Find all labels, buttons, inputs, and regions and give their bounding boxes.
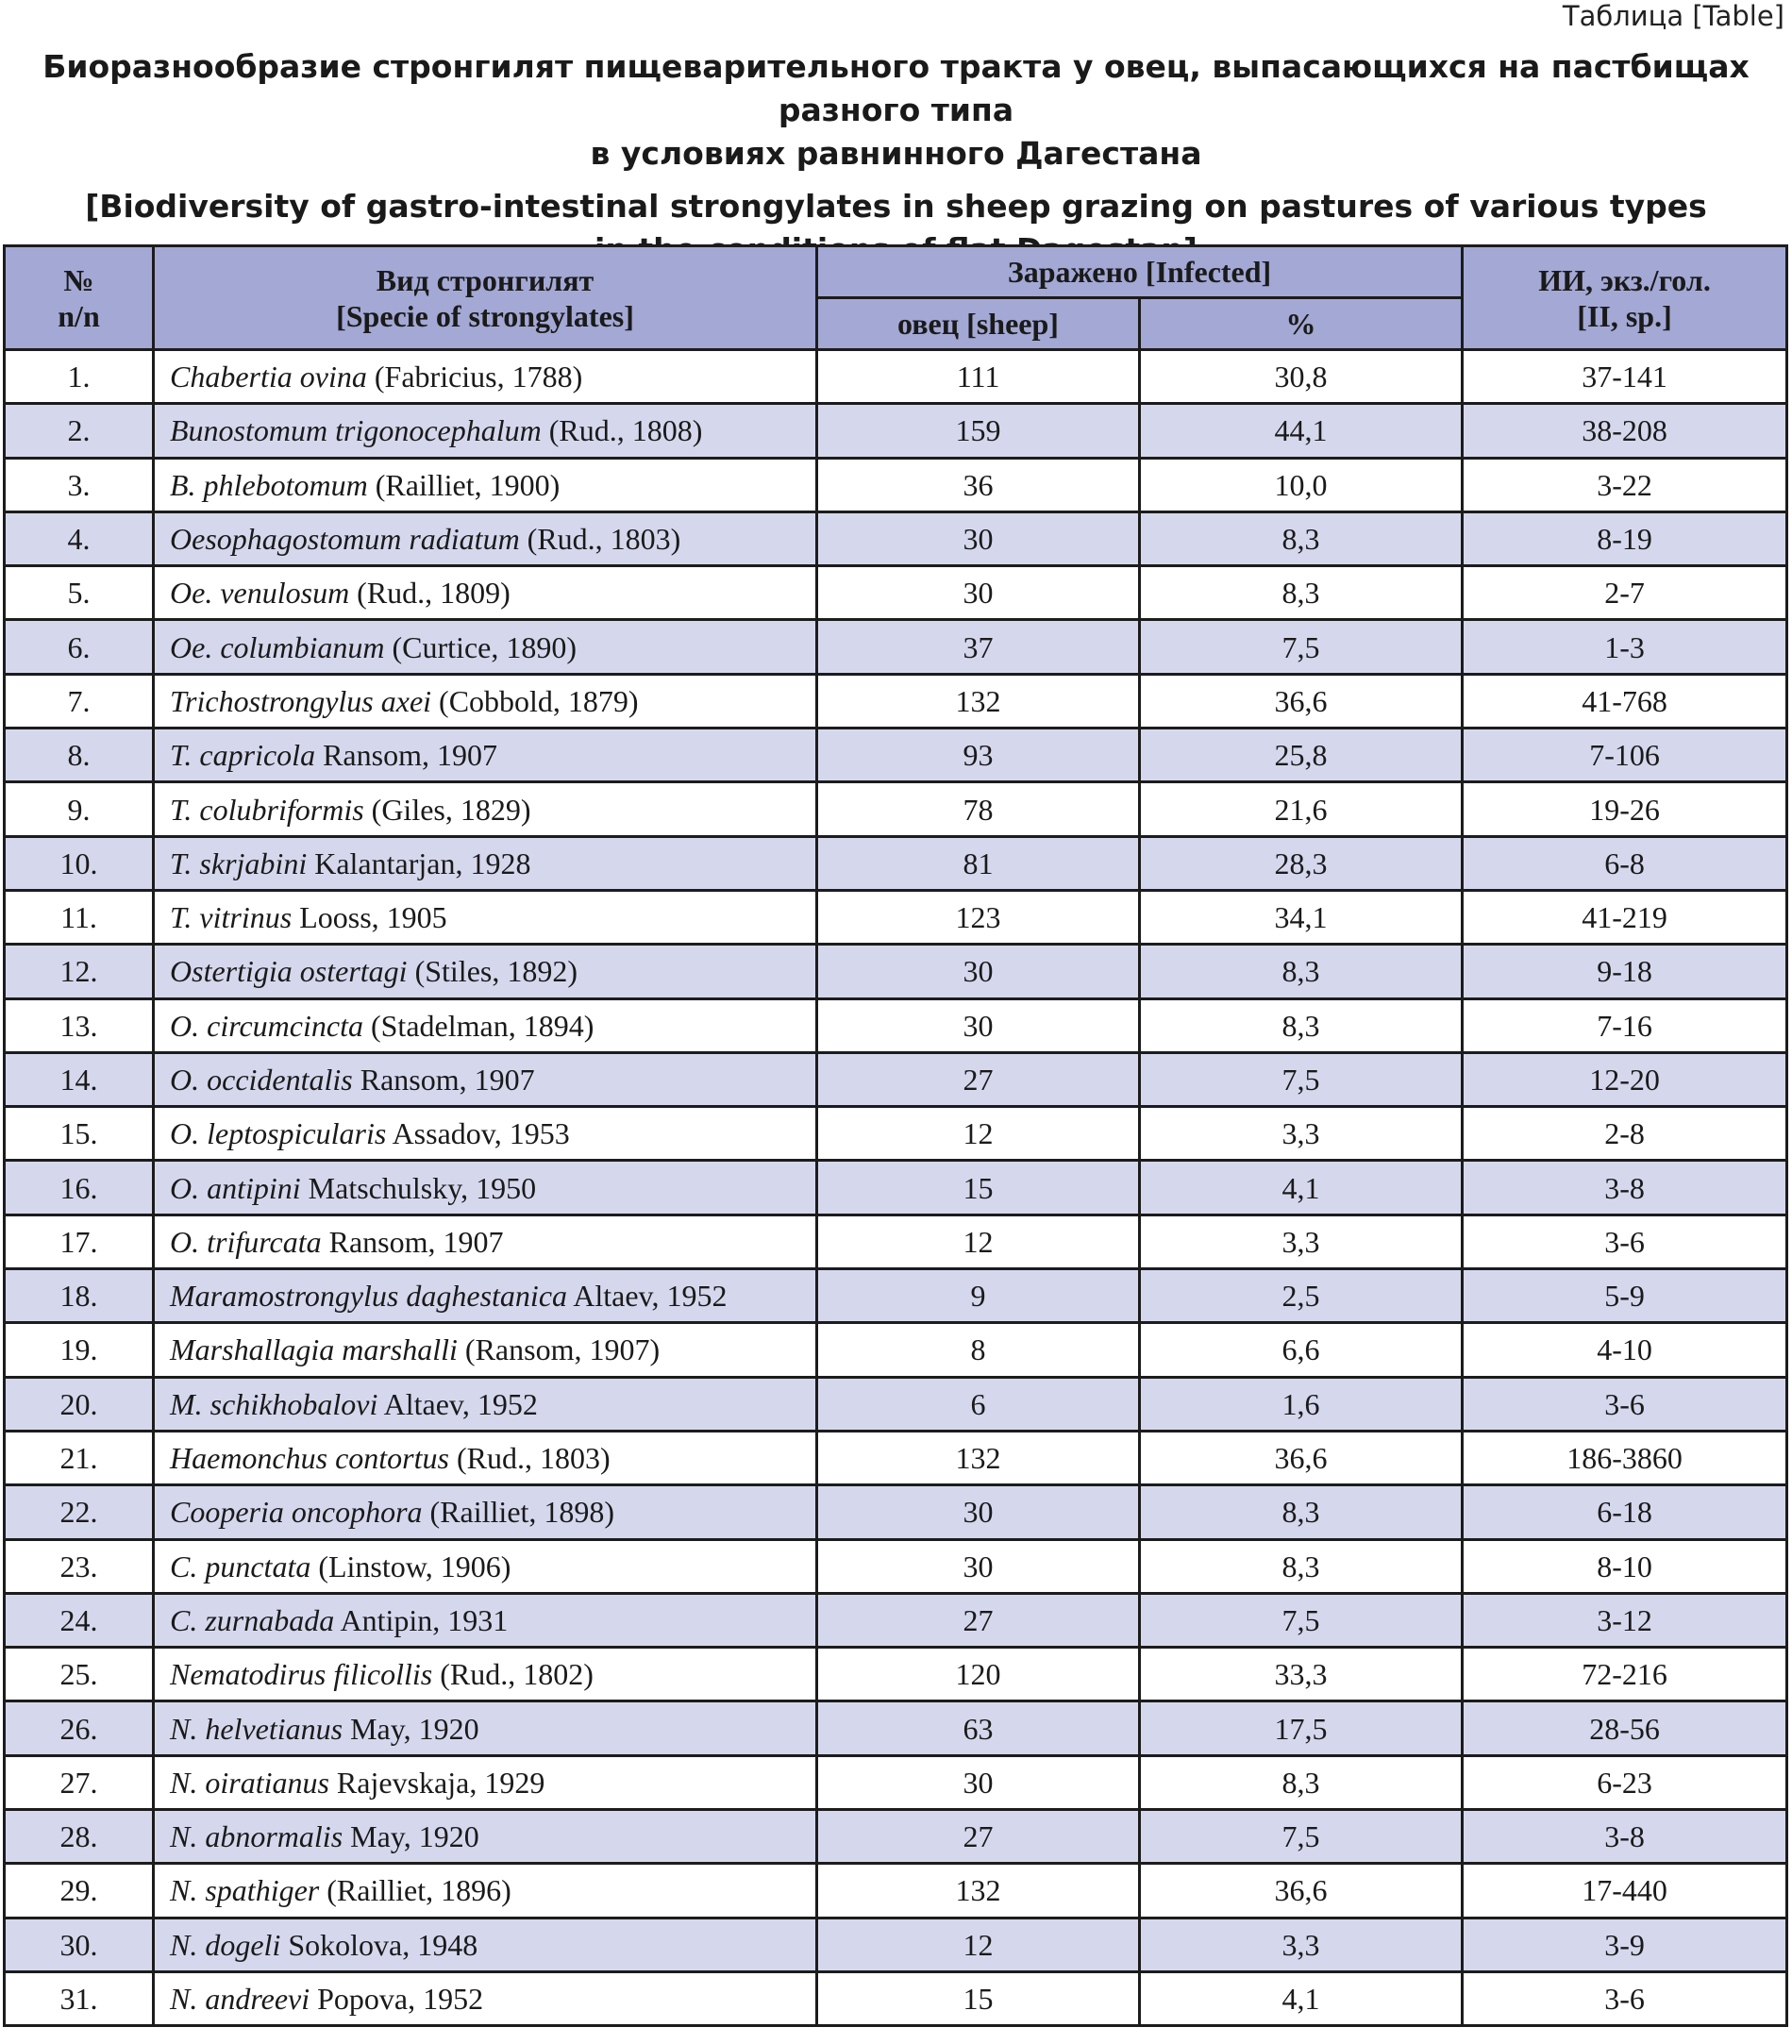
infected-sheep-cell: 111 — [817, 350, 1140, 404]
species-author: (Linstow, 1906) — [310, 1549, 511, 1583]
row-number: 3. — [5, 458, 154, 511]
species-name: N. andreevi — [170, 1982, 310, 2017]
species-cell — [154, 1107, 817, 1161]
species-cell — [154, 782, 817, 836]
ii-cell: 3-6 — [1463, 1971, 1787, 2025]
ii-cell: 3-6 — [1463, 1377, 1787, 1431]
infected-sheep-cell: 159 — [817, 404, 1140, 458]
table-header — [5, 246, 1787, 350]
table-row — [5, 404, 1787, 458]
species-author: (Stadelman, 1894) — [362, 1008, 595, 1043]
species-cell — [154, 566, 817, 620]
row-number: 15. — [5, 1107, 154, 1161]
row-number: 13. — [5, 998, 154, 1052]
species-cell — [154, 511, 817, 565]
title-english-line: [Biodiversity of gastro-intestinal strongylates in sheep grazing on pastures of various types — [85, 188, 1707, 225]
table-row — [5, 1377, 1787, 1431]
row-number: 25. — [5, 1648, 154, 1701]
infected-percent-cell: 7,5 — [1140, 1593, 1463, 1647]
species-author: (Curtice, 1890) — [384, 629, 578, 664]
species-cell — [154, 836, 817, 890]
infected-sheep-cell: 132 — [817, 1864, 1140, 1918]
table-row — [5, 890, 1787, 944]
header-species-line: Вид стронгилят — [376, 262, 595, 297]
ii-cell: 3-22 — [1463, 458, 1787, 511]
row-number: 16. — [5, 1161, 154, 1215]
table-row — [5, 1485, 1787, 1539]
row-number: 2. — [5, 404, 154, 458]
infected-percent-cell: 3,3 — [1140, 1918, 1463, 1971]
table-row — [5, 1701, 1787, 1755]
species-cell — [154, 1648, 817, 1701]
species-name: Oe. columbianum — [170, 629, 385, 664]
infected-percent-cell: 4,1 — [1140, 1971, 1463, 2025]
ii-cell: 19-26 — [1463, 782, 1787, 836]
infected-sheep-cell: 36 — [817, 458, 1140, 511]
infected-percent-cell: 36,6 — [1140, 1864, 1463, 1918]
infected-sheep-cell: 12 — [817, 1107, 1140, 1161]
title-russian — [0, 45, 1792, 176]
table-row — [5, 729, 1787, 782]
table-row — [5, 1971, 1787, 2025]
row-number: 14. — [5, 1052, 154, 1106]
ii-cell: 12-20 — [1463, 1052, 1787, 1106]
table-row — [5, 1755, 1787, 1809]
infected-sheep-cell: 30 — [817, 998, 1140, 1052]
infected-sheep-cell: 30 — [817, 945, 1140, 998]
species-name: T. skrjabini — [170, 846, 308, 880]
infected-sheep-cell: 27 — [817, 1052, 1140, 1106]
species-author: Antipin, 1931 — [334, 1602, 509, 1637]
infected-sheep-cell: 37 — [817, 620, 1140, 674]
species-cell — [154, 1485, 817, 1539]
row-number: 22. — [5, 1485, 154, 1539]
ii-cell: 72-216 — [1463, 1648, 1787, 1701]
species-cell — [154, 350, 817, 404]
species-name: B. phlebotomum — [170, 467, 368, 502]
infected-sheep-cell: 15 — [817, 1161, 1140, 1215]
species-author: (Ransom, 1907) — [457, 1332, 661, 1367]
row-number: 4. — [5, 511, 154, 565]
species-name: N. dogeli — [170, 1927, 281, 1962]
table-row — [5, 998, 1787, 1052]
infected-percent-cell: 28,3 — [1140, 836, 1463, 890]
row-number: 23. — [5, 1539, 154, 1593]
infected-percent-cell: 8,3 — [1140, 1755, 1463, 1809]
species-name: Bunostomum trigonocephalum — [170, 413, 542, 448]
infected-sheep-cell: 132 — [817, 674, 1140, 728]
table-row — [5, 1269, 1787, 1323]
species-author: Rajevskaja, 1929 — [328, 1765, 545, 1800]
species-name: C. punctata — [170, 1549, 311, 1583]
ii-cell: 6-8 — [1463, 836, 1787, 890]
ii-cell: 9-18 — [1463, 945, 1787, 998]
species-name: Oesophagostomum radiatum — [170, 522, 520, 557]
infected-sheep-cell: 12 — [817, 1918, 1140, 1971]
row-number: 11. — [5, 890, 154, 944]
species-cell — [154, 1052, 817, 1106]
species-cell — [154, 1593, 817, 1647]
species-author: (Railliet, 1898) — [422, 1495, 615, 1530]
species-cell — [154, 1431, 817, 1484]
infected-percent-cell: 1,6 — [1140, 1377, 1463, 1431]
infected-sheep-cell: 132 — [817, 1431, 1140, 1484]
species-name: N. spathiger — [170, 1873, 320, 1908]
row-number: 20. — [5, 1377, 154, 1431]
species-cell — [154, 620, 817, 674]
header-sheep: овец [sheep] — [817, 298, 1140, 350]
infected-percent-cell: 8,3 — [1140, 1539, 1463, 1593]
header-infected: Заражено [Infected] — [817, 246, 1463, 298]
species-cell — [154, 1918, 817, 1971]
infected-sheep-cell: 12 — [817, 1215, 1140, 1268]
table-row — [5, 1161, 1787, 1215]
infected-percent-cell: 4,1 — [1140, 1161, 1463, 1215]
header-species — [154, 246, 817, 350]
infected-percent-cell: 8,3 — [1140, 566, 1463, 620]
ii-cell: 3-8 — [1463, 1810, 1787, 1864]
infected-sheep-cell: 30 — [817, 1755, 1140, 1809]
species-author: (Fabricius, 1788) — [366, 360, 583, 394]
infected-percent-cell: 44,1 — [1140, 404, 1463, 458]
species-cell — [154, 1269, 817, 1323]
species-cell — [154, 674, 817, 728]
species-author: Ransom, 1907 — [352, 1063, 535, 1097]
infected-percent-cell: 7,5 — [1140, 620, 1463, 674]
ii-cell: 4-10 — [1463, 1323, 1787, 1377]
table-row — [5, 945, 1787, 998]
ii-cell: 8-10 — [1463, 1539, 1787, 1593]
species-name: O. occidentalis — [170, 1063, 353, 1097]
table-row — [5, 1648, 1787, 1701]
infected-percent-cell: 3,3 — [1140, 1215, 1463, 1268]
species-author: Kalantarjan, 1928 — [307, 846, 531, 880]
infected-percent-cell: 8,3 — [1140, 511, 1463, 565]
infected-percent-cell: 7,5 — [1140, 1052, 1463, 1106]
header-species-line: [Specie of strongylates] — [336, 298, 634, 333]
species-author: (Stiles, 1892) — [407, 954, 578, 989]
species-cell — [154, 1161, 817, 1215]
infected-sheep-cell: 15 — [817, 1971, 1140, 2025]
species-author: Popova, 1952 — [310, 1982, 484, 2017]
title-russian-line: Биоразнообразие стронгилят пищеварительного тракта у овец, выпасающихся на пастбищах разного типа — [42, 48, 1750, 128]
ii-cell: 3-9 — [1463, 1918, 1787, 1971]
species-name: M. schikhobalovi — [170, 1386, 378, 1421]
table-row — [5, 836, 1787, 890]
row-number: 29. — [5, 1864, 154, 1918]
row-number: 10. — [5, 836, 154, 890]
infected-sheep-cell: 30 — [817, 511, 1140, 565]
row-number: 8. — [5, 729, 154, 782]
table-row — [5, 620, 1787, 674]
row-number: 19. — [5, 1323, 154, 1377]
species-author: Sokolova, 1948 — [280, 1927, 478, 1962]
row-number: 1. — [5, 350, 154, 404]
infected-percent-cell: 7,5 — [1140, 1810, 1463, 1864]
species-cell — [154, 890, 817, 944]
species-author: May, 1920 — [343, 1819, 479, 1854]
species-name: O. leptospicularis — [170, 1116, 387, 1151]
ii-cell: 3-6 — [1463, 1215, 1787, 1268]
ii-cell: 2-8 — [1463, 1107, 1787, 1161]
header-ii — [1463, 246, 1787, 350]
species-name: C. zurnabada — [170, 1602, 335, 1637]
infected-percent-cell: 30,8 — [1140, 350, 1463, 404]
species-name: T. colubriformis — [170, 792, 364, 827]
infected-sheep-cell: 6 — [817, 1377, 1140, 1431]
species-author: (Rud., 1803) — [519, 522, 681, 557]
species-cell — [154, 1971, 817, 2025]
table-row — [5, 1431, 1787, 1484]
table-row — [5, 1215, 1787, 1268]
species-cell — [154, 1215, 817, 1268]
species-name: O. circumcincta — [170, 1008, 363, 1043]
table-row — [5, 350, 1787, 404]
infected-percent-cell: 36,6 — [1140, 1431, 1463, 1484]
species-author: (Giles, 1829) — [363, 792, 531, 827]
infected-percent-cell: 34,1 — [1140, 890, 1463, 944]
species-cell — [154, 729, 817, 782]
infected-sheep-cell: 8 — [817, 1323, 1140, 1377]
row-number: 28. — [5, 1810, 154, 1864]
row-number: 7. — [5, 674, 154, 728]
title-russian-line: в условиях равнинного Дагестана — [590, 135, 1202, 172]
header-ii-line: ИИ, экз./гол. — [1538, 262, 1711, 297]
species-author: (Rud., 1803) — [448, 1441, 611, 1476]
ii-cell: 3-12 — [1463, 1593, 1787, 1647]
infected-sheep-cell: 93 — [817, 729, 1140, 782]
species-cell — [154, 458, 817, 511]
species-name: Nematodirus filicollis — [170, 1657, 433, 1692]
species-author: May, 1920 — [343, 1711, 479, 1746]
table-row — [5, 1864, 1787, 1918]
infected-percent-cell: 3,3 — [1140, 1107, 1463, 1161]
infected-percent-cell: 36,6 — [1140, 674, 1463, 728]
table-row — [5, 1918, 1787, 1971]
ii-cell: 7-106 — [1463, 729, 1787, 782]
infected-percent-cell: 10,0 — [1140, 458, 1463, 511]
row-number: 6. — [5, 620, 154, 674]
infected-sheep-cell: 63 — [817, 1701, 1140, 1755]
species-name: Ostertigia ostertagi — [170, 954, 408, 989]
row-number: 26. — [5, 1701, 154, 1755]
species-cell — [154, 1539, 817, 1593]
species-author: Altaev, 1952 — [377, 1386, 538, 1421]
row-number: 27. — [5, 1755, 154, 1809]
species-author: Ransom, 1907 — [315, 738, 497, 773]
table-row — [5, 1052, 1787, 1106]
species-cell — [154, 1810, 817, 1864]
species-author: (Rud., 1802) — [432, 1657, 594, 1692]
species-cell — [154, 1323, 817, 1377]
infected-percent-cell: 33,3 — [1140, 1648, 1463, 1701]
species-name: O. trifurcata — [170, 1224, 322, 1259]
species-name: Maramostrongylus daghestanica — [170, 1279, 568, 1314]
table-row — [5, 674, 1787, 728]
species-author: Matschulsky, 1950 — [300, 1170, 537, 1205]
species-cell — [154, 1377, 817, 1431]
row-number: 18. — [5, 1269, 154, 1323]
row-number: 12. — [5, 945, 154, 998]
ii-cell: 7-16 — [1463, 998, 1787, 1052]
table-titles — [0, 45, 1792, 272]
species-name: N. oiratianus — [170, 1765, 329, 1800]
ii-cell: 3-8 — [1463, 1161, 1787, 1215]
ii-cell: 17-440 — [1463, 1864, 1787, 1918]
species-name: Cooperia oncophora — [170, 1495, 423, 1530]
infected-sheep-cell: 27 — [817, 1810, 1140, 1864]
species-name: Chabertia ovina — [170, 360, 367, 394]
species-author: Ransom, 1907 — [321, 1224, 504, 1259]
ii-cell: 186-3860 — [1463, 1431, 1787, 1484]
species-name: Marshallagia marshalli — [170, 1332, 458, 1367]
infected-percent-cell: 2,5 — [1140, 1269, 1463, 1323]
species-name: Trichostrongylus axei — [170, 683, 432, 718]
header-percent: % — [1140, 298, 1463, 350]
row-number: 30. — [5, 1918, 154, 1971]
infected-sheep-cell: 78 — [817, 782, 1140, 836]
infected-percent-cell: 8,3 — [1140, 1485, 1463, 1539]
species-cell — [154, 404, 817, 458]
table-row — [5, 1107, 1787, 1161]
ii-cell: 6-18 — [1463, 1485, 1787, 1539]
table-row — [5, 1539, 1787, 1593]
species-name: T. capricola — [170, 738, 316, 773]
ii-cell: 2-7 — [1463, 566, 1787, 620]
header-number — [5, 246, 154, 350]
infected-sheep-cell: 9 — [817, 1269, 1140, 1323]
table-row — [5, 458, 1787, 511]
ii-cell: 38-208 — [1463, 404, 1787, 458]
species-cell — [154, 998, 817, 1052]
table-label: Таблица [Table] — [1562, 0, 1784, 32]
species-author: (Rud., 1809) — [349, 576, 511, 611]
species-cell — [154, 1755, 817, 1809]
row-number: 21. — [5, 1431, 154, 1484]
infected-sheep-cell: 30 — [817, 1539, 1140, 1593]
ii-cell: 28-56 — [1463, 1701, 1787, 1755]
species-author: (Rud., 1808) — [541, 413, 703, 448]
species-name: N. helvetianus — [170, 1711, 343, 1746]
ii-cell: 41-768 — [1463, 674, 1787, 728]
species-author: Assadov, 1953 — [386, 1116, 570, 1151]
species-author: (Cobbold, 1879) — [431, 683, 639, 718]
ii-cell: 37-141 — [1463, 350, 1787, 404]
row-number: 17. — [5, 1215, 154, 1268]
table-body — [5, 350, 1787, 2026]
row-number: 5. — [5, 566, 154, 620]
header-number-line: n/n — [58, 298, 100, 333]
row-number: 31. — [5, 1971, 154, 2025]
infected-percent-cell: 8,3 — [1140, 945, 1463, 998]
species-name: O. antipini — [170, 1170, 301, 1205]
species-cell — [154, 1864, 817, 1918]
species-author: (Railliet, 1900) — [367, 467, 561, 502]
table-row — [5, 782, 1787, 836]
row-number: 24. — [5, 1593, 154, 1647]
species-name: T. vitrinus — [170, 900, 293, 935]
ii-cell: 8-19 — [1463, 511, 1787, 565]
table-row — [5, 566, 1787, 620]
infected-sheep-cell: 123 — [817, 890, 1140, 944]
ii-cell: 41-219 — [1463, 890, 1787, 944]
row-number: 9. — [5, 782, 154, 836]
ii-cell: 1-3 — [1463, 620, 1787, 674]
species-cell — [154, 945, 817, 998]
table-row — [5, 1323, 1787, 1377]
species-author: Looss, 1905 — [292, 900, 447, 935]
infected-sheep-cell: 30 — [817, 1485, 1140, 1539]
infected-sheep-cell: 81 — [817, 836, 1140, 890]
species-cell — [154, 1701, 817, 1755]
infected-sheep-cell: 27 — [817, 1593, 1140, 1647]
header-number-line: № — [63, 262, 94, 297]
ii-cell: 5-9 — [1463, 1269, 1787, 1323]
table-row — [5, 1593, 1787, 1647]
header-ii-line: [II, sp.] — [1577, 298, 1672, 333]
infected-sheep-cell: 30 — [817, 566, 1140, 620]
infected-percent-cell: 25,8 — [1140, 729, 1463, 782]
infected-percent-cell: 21,6 — [1140, 782, 1463, 836]
infected-percent-cell: 6,6 — [1140, 1323, 1463, 1377]
infected-percent-cell: 8,3 — [1140, 998, 1463, 1052]
species-name: N. abnormalis — [170, 1819, 343, 1854]
infected-percent-cell: 17,5 — [1140, 1701, 1463, 1755]
species-author: Altaev, 1952 — [567, 1279, 728, 1314]
table-row — [5, 1810, 1787, 1864]
table-row — [5, 511, 1787, 565]
species-name: Haemonchus contortus — [170, 1441, 449, 1476]
strongylates-table — [3, 244, 1788, 2027]
species-name: Oe. venulosum — [170, 576, 350, 611]
table-container — [3, 244, 1785, 2027]
ii-cell: 6-23 — [1463, 1755, 1787, 1809]
species-author: (Railliet, 1896) — [319, 1873, 511, 1908]
infected-sheep-cell: 120 — [817, 1648, 1140, 1701]
